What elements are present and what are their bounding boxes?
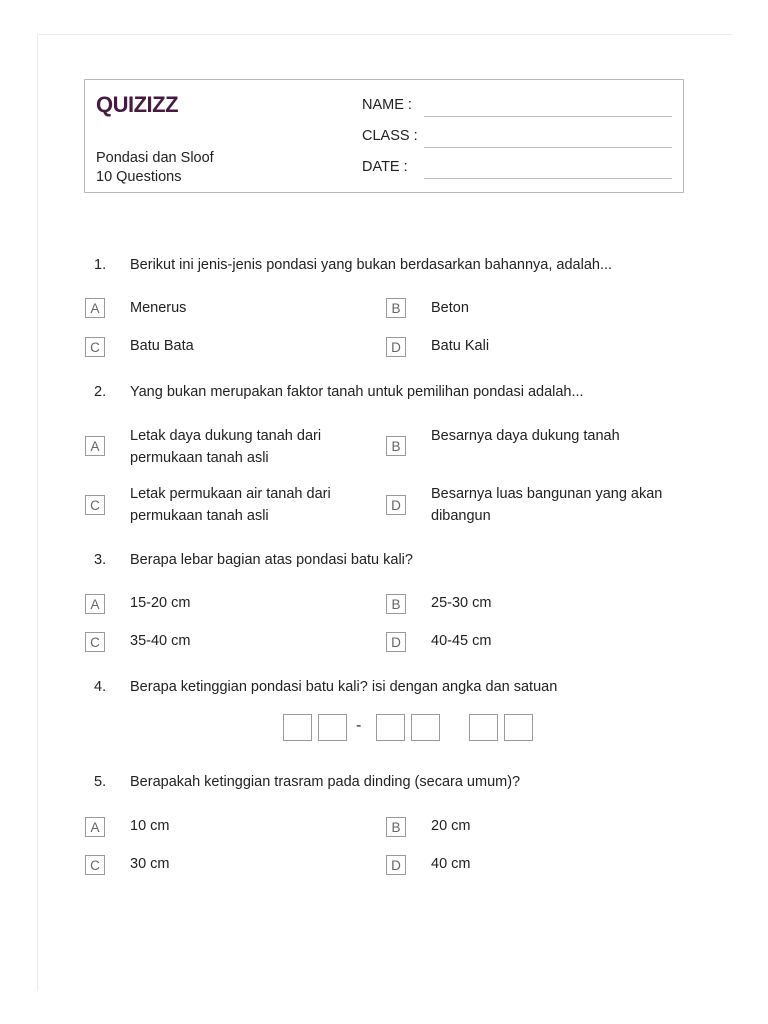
class-label: CLASS : (362, 128, 418, 144)
option-text: 10 cm (130, 818, 170, 834)
option-line: Besarnya luas bangunan yang akan (431, 486, 663, 502)
option-letter-box[interactable]: D (386, 855, 406, 875)
option-letter-box[interactable]: D (386, 632, 406, 652)
answer-blank-box[interactable] (411, 714, 440, 741)
option-letter-box[interactable]: C (85, 632, 105, 652)
option-line: permukaan tanah asli (130, 450, 269, 466)
option-text: 40 cm (431, 856, 471, 872)
option-letter-box[interactable]: A (85, 298, 105, 318)
option-text (431, 425, 620, 447)
date-line[interactable] (424, 178, 672, 179)
quiz-title: Pondasi dan Sloof (96, 150, 214, 166)
option-letter-box[interactable]: A (85, 594, 105, 614)
quizizz-logo (96, 90, 186, 118)
option-letter-box[interactable]: C (85, 337, 105, 357)
option-letter-box[interactable]: B (386, 594, 406, 614)
worksheet-header (84, 79, 684, 193)
option-text (431, 483, 662, 527)
answer-blank-box[interactable] (469, 714, 498, 741)
option-text: 30 cm (130, 856, 170, 872)
option-letter-box[interactable]: B (386, 817, 406, 837)
option-text: 15-20 cm (130, 595, 191, 611)
option-letter-box[interactable]: A (85, 817, 105, 837)
option-line: permukaan tanah asli (130, 508, 269, 524)
option-text (130, 483, 331, 527)
question-text: Berikut ini jenis-jenis pondasi yang bukan berdasarkan bahannya, adalah... (130, 257, 613, 273)
option-line: Besarnya daya dukung tanah (431, 428, 620, 444)
option-text (130, 425, 321, 469)
option-text: 20 cm (431, 818, 471, 834)
answer-blank-box[interactable] (504, 714, 533, 741)
name-label: NAME : (362, 97, 412, 113)
svg-text:QUIZIZZ: QUIZIZZ (96, 92, 179, 117)
question-text: Berapa lebar bagian atas pondasi batu kali? (130, 552, 413, 568)
question-count: 10 Questions (96, 169, 182, 185)
option-letter-box[interactable]: B (386, 436, 406, 456)
question-number: 3. (94, 552, 107, 568)
option-line: Letak daya dukung tanah dari (130, 428, 322, 444)
option-text: Beton (431, 300, 469, 316)
page-left-edge (37, 34, 38, 991)
option-text: Batu Kali (431, 338, 490, 354)
option-line: Letak permukaan air tanah dari (130, 486, 331, 502)
option-text: 25-30 cm (431, 595, 492, 611)
option-letter-box[interactable]: D (386, 337, 406, 357)
option-letter-box[interactable]: A (85, 436, 105, 456)
option-text: Menerus (130, 300, 187, 316)
date-label: DATE : (362, 159, 408, 175)
option-letter-box[interactable]: D (386, 495, 406, 515)
page-top-edge (37, 34, 732, 35)
question-number: 2. (94, 384, 107, 400)
option-text: Batu Bata (130, 338, 194, 354)
question-number: 1. (94, 257, 107, 273)
option-line: dibangun (431, 508, 491, 524)
answer-dash: - (356, 717, 362, 734)
question-text: Yang bukan merupakan faktor tanah untuk pemilihan pondasi adalah... (130, 384, 584, 400)
question-text: Berapa ketinggian pondasi batu kali? isi dengan angka dan satuan (130, 679, 558, 695)
option-letter-box[interactable]: C (85, 855, 105, 875)
class-line[interactable] (424, 147, 672, 148)
answer-blank-box[interactable] (318, 714, 347, 741)
question-number: 4. (94, 679, 107, 695)
answer-blank-box[interactable] (376, 714, 405, 741)
option-text: 40-45 cm (431, 633, 492, 649)
question-number: 5. (94, 774, 107, 790)
answer-blank-box[interactable] (283, 714, 312, 741)
option-letter-box[interactable]: C (85, 495, 105, 515)
option-text: 35-40 cm (130, 633, 191, 649)
name-line[interactable] (424, 116, 672, 117)
option-letter-box[interactable]: B (386, 298, 406, 318)
question-text: Berapakah ketinggian trasram pada dinding (secara umum)? (130, 774, 521, 790)
